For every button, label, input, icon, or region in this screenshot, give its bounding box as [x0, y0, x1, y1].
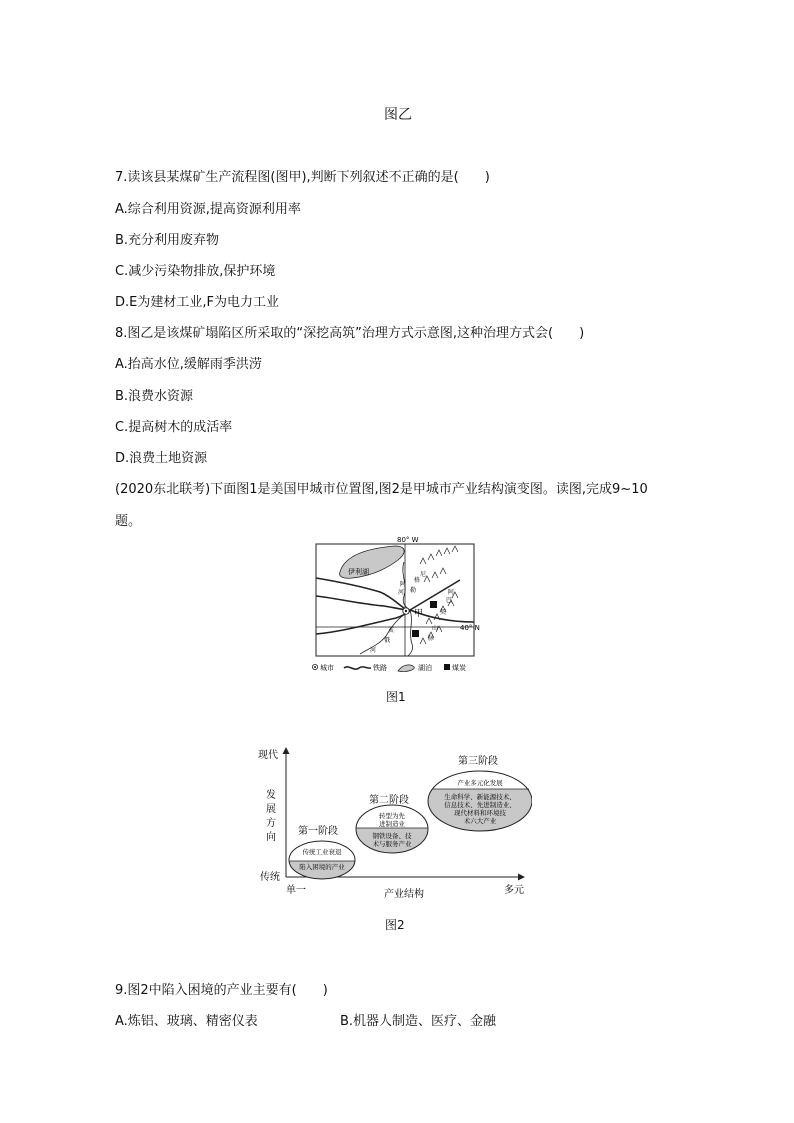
figure-1-caption: 图1 — [386, 690, 406, 704]
x-axis-label: 产业结构 — [384, 889, 424, 900]
question-9-stem: 9.图2中陷入困境的产业主要有( ) — [115, 983, 328, 998]
question-7-stem: 7.读该县某煤矿生产流程图(图甲),判断下列叙述不正确的是( ) — [115, 170, 490, 185]
question-7-option-d: D.E为建材工业,F为电力工业 — [115, 295, 279, 310]
question-8-option-d: D.浪费土地资源 — [115, 451, 208, 466]
mountain-label: 阿 — [448, 589, 455, 596]
railway-line — [316, 596, 410, 610]
river-label: 河 — [370, 647, 377, 654]
question-8-option-c: C.提高树木的成活率 — [115, 420, 233, 435]
y-axis-label-char: 向 — [266, 832, 276, 843]
stage-2-bottom-text-2: 术与服务产业 — [372, 840, 412, 848]
question-8-option-b: B.浪费水资源 — [115, 389, 194, 404]
mountain-label: 山 — [432, 625, 439, 632]
question-7-option-c: C.减少污染物排放,保护环境 — [115, 264, 276, 279]
y-axis-label-char: 发 — [266, 790, 276, 801]
x-axis-left-label: 单一 — [286, 885, 306, 896]
question-9-option-b: B.机器人制造、医疗、金融 — [340, 1014, 497, 1029]
stage-1-top-text: 传统工业衰退 — [302, 848, 342, 856]
river-label: 勒 — [410, 587, 417, 594]
stage-1-title: 第一阶段 — [298, 826, 338, 837]
legend-coal: 煤炭 — [452, 664, 466, 672]
figure-caption-yi: 图乙 — [384, 107, 412, 123]
stage-2-top-text-1: 转型为先 — [379, 812, 405, 820]
intro-line-2: 题。 — [115, 514, 142, 529]
figure-1-map — [300, 534, 500, 678]
stage-2-top-text-2: 进制造业 — [379, 820, 405, 828]
y-axis-bottom-label: 传统 — [260, 872, 280, 883]
stage-2-bottom-text-1: 钢铁设备、技 — [372, 832, 412, 840]
city-label: 甲 — [414, 609, 424, 619]
y-axis-label-char: 展 — [266, 804, 276, 815]
city-symbol-dot — [405, 610, 407, 612]
question-7-option-b: B.充分利用废弃物 — [115, 233, 220, 248]
figure-2-stage-diagram — [256, 742, 532, 902]
river-line — [408, 610, 413, 656]
legend-railway: 铁路 — [373, 664, 387, 672]
stage-3-bottom-text-4: 术六大产业 — [463, 817, 497, 825]
y-axis-label-char: 方 — [266, 818, 276, 829]
x-axis-right-label: 多元 — [504, 885, 524, 896]
longitude-label: 80° W — [397, 536, 419, 544]
y-axis-top-label: 现代 — [258, 750, 278, 761]
stage-2-title: 第二阶段 — [369, 795, 409, 806]
lake-label: 伊利湖 — [348, 568, 369, 576]
question-8-stem: 8.图乙是该煤矿塌陷区所采取的“深挖高筑”治理方式示意图,这种治理方式会( ) — [115, 326, 585, 341]
river-label: 亥 — [388, 627, 395, 634]
legend-lake: 湖泊 — [418, 664, 432, 672]
figure-2-caption: 图2 — [385, 918, 405, 932]
river-label: 阿 — [400, 581, 407, 588]
mountain-label: 巴 — [446, 597, 453, 604]
river-label: 尼 — [420, 571, 427, 578]
stage-1-bottom-text: 陷入困境的产业 — [299, 863, 345, 871]
stage-3-bottom-text-1: 生命科学、新能源技术、 — [444, 793, 516, 801]
river-label: 俄 — [384, 637, 391, 644]
river-label: 格 — [414, 577, 421, 584]
river-label: 河 — [398, 589, 405, 596]
mountain-label: 契 — [440, 609, 447, 616]
coal-symbol — [430, 601, 437, 608]
latitude-label: 40° N — [460, 624, 480, 632]
stage-3-bottom-text-3: 现代材料和环境技 — [454, 809, 506, 817]
question-9-option-a: A.炼铝、玻璃、精密仪表 — [115, 1014, 258, 1029]
river-line — [360, 610, 410, 654]
legend-city: 城市 — [320, 664, 334, 672]
map-legend — [312, 663, 466, 672]
question-7-option-a: A.综合利用资源,提高资源利用率 — [115, 202, 301, 217]
stage-1-ellipse — [286, 841, 358, 881]
question-8-option-a: A.抬高水位,缓解雨季洪涝 — [115, 357, 262, 372]
stage-3-bottom-text-2: 信息技术、先进制造业、 — [444, 801, 516, 809]
intro-line-1: (2020东北联考)下面图1是美国甲城市位置图,图2是甲城市产业结构演变图。读图,完成9~10 — [115, 482, 648, 497]
coal-symbol — [412, 630, 419, 637]
stage-3-title: 第三阶段 — [458, 756, 498, 767]
mountain-label: 脉 — [428, 635, 435, 642]
stage-3-top-text: 产业多元化发展 — [457, 779, 503, 787]
